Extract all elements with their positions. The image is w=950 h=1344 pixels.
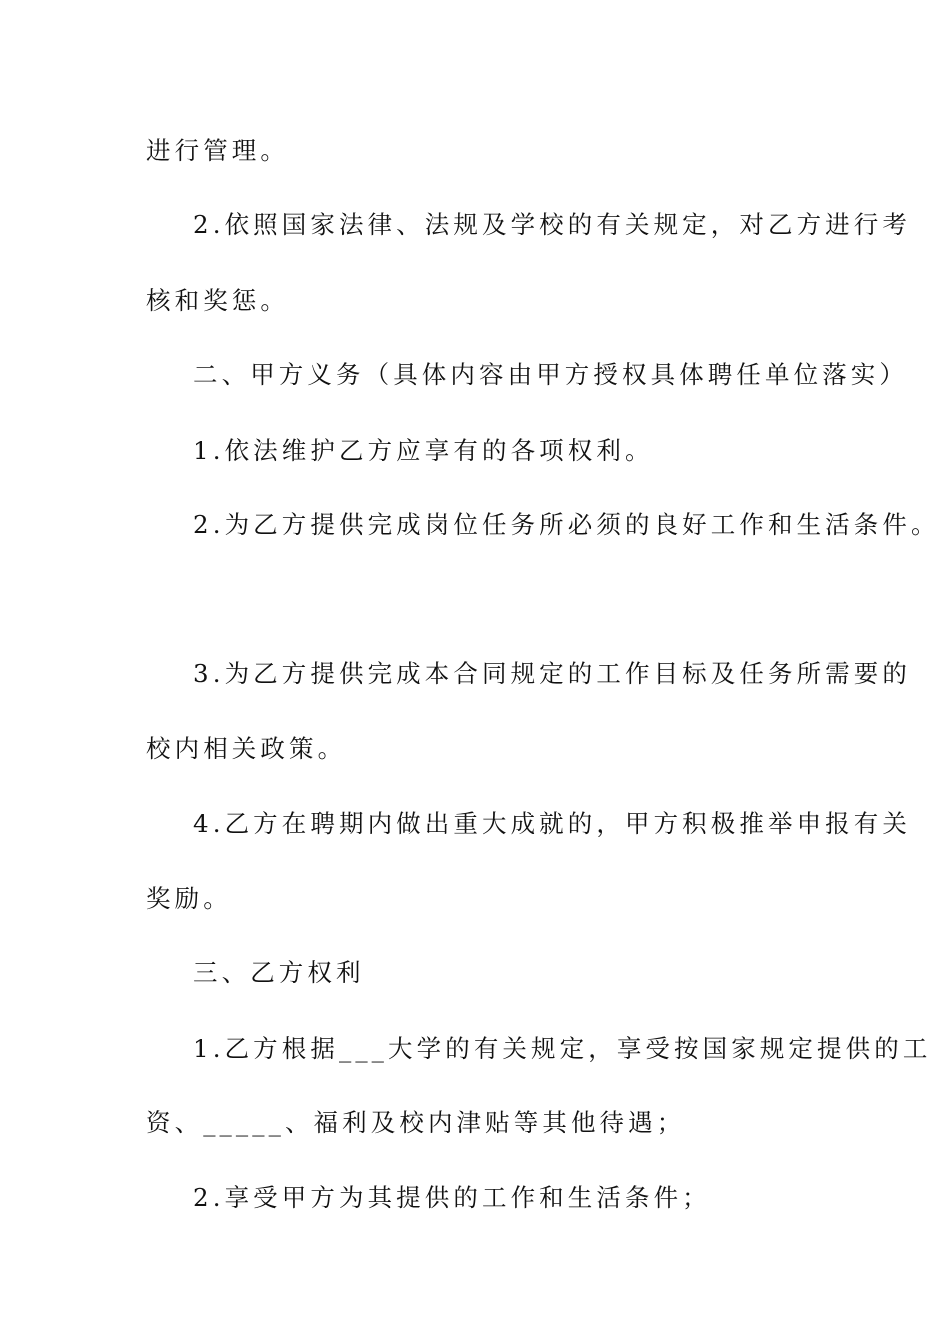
text-line: 1.乙方根据___大学的有关规定，享受按国家规定提供的工: [193, 1034, 932, 1063]
text-line: 资、_____、福利及校内津贴等其他待遇；: [146, 1108, 686, 1137]
text-line: 2.享受甲方为其提供的工作和生活条件；: [193, 1183, 711, 1212]
text-line: 2.依照国家法律、法规及学校的有关规定，对乙方进行考: [193, 210, 911, 239]
text-line: 3.为乙方提供完成本合同规定的工作目标及任务所需要的: [193, 659, 911, 688]
text-line: 1.依法维护乙方应享有的各项权利。: [193, 436, 654, 465]
section-heading: 二、甲方义务（具体内容由甲方授权具体聘任单位落实）: [193, 360, 908, 389]
text-line: 4.乙方在聘期内做出重大成就的，甲方积极推举申报有关: [193, 809, 911, 838]
text-line: 奖励。: [146, 884, 232, 913]
text-line: 校内相关政策。: [146, 734, 347, 763]
text-line: 进行管理。: [146, 136, 289, 165]
text-line: 核和奖惩。: [146, 286, 289, 315]
section-heading: 三、乙方权利: [193, 958, 365, 987]
text-line: 2.为乙方提供完成岗位任务所必须的良好工作和生活条件。: [193, 510, 940, 539]
